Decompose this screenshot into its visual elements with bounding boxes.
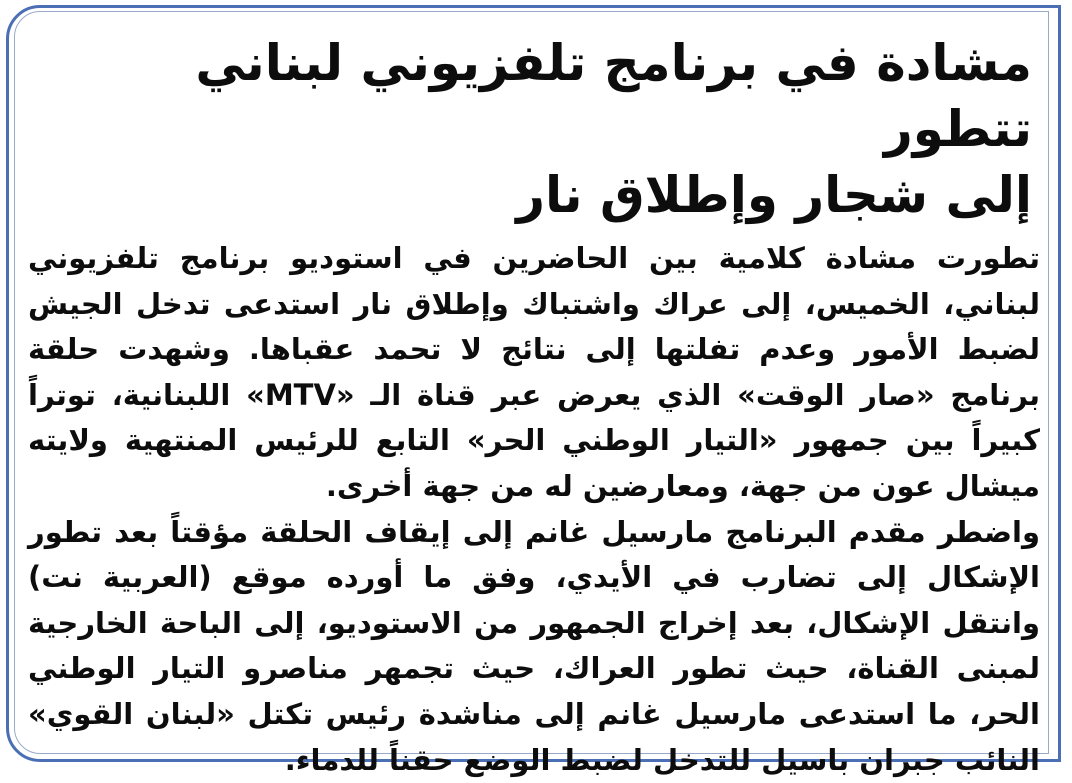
headline-line-1: مشادة في برنامج تلفزيوني لبناني تتطور: [195, 34, 1032, 158]
headline: [42, 30, 1040, 228]
article-body: [28, 236, 1040, 783]
paragraph-1: تطورت مشادة كلامية بين الحاضرين في استوديو برنامج تلفزيوني لبناني، الخميس، إلى عراك واشتباك وإطلاق نار استدعى تدخل الجيش لضبط الأمور وعدم تفلتها إلى نتائج لا تحمد عقباها. وشهدت حلقة برنامج «صار الوقت» الذي يعرض عبر قناة الـ «MTV» اللبنانية، توتراً كبيراً بين جمهور «التيار الوطني الحر» التابع للرئيس المنتهية ولايته ميشال عون من جهة، ومعارضين له من جهة أخرى.: [28, 241, 1040, 503]
article-clipping: [28, 30, 1040, 783]
headline-line-2: إلى شجار وإطلاق نار: [516, 166, 1032, 224]
paragraph-2: واضطر مقدم البرنامج مارسيل غانم إلى إيقاف الحلقة مؤقتاً بعد تطور الإشكال إلى تضارب في الأيدي، وفق ما أورده موقع (العربية نت) وانتقل الإشكال، بعد إخراج الجمهور من الاستوديو، إلى الباحة الخارجية لمبنى القناة، حيث تطور العراك، حيث تجمهر مناصرو التيار الوطني الحر، ما استدعى مارسيل غانم إلى مناشدة رئيس تكتل «لبنان القوي» النائب جبران باسيل للتدخل لضبط الوضع حقناً للدماء.: [28, 514, 1040, 777]
